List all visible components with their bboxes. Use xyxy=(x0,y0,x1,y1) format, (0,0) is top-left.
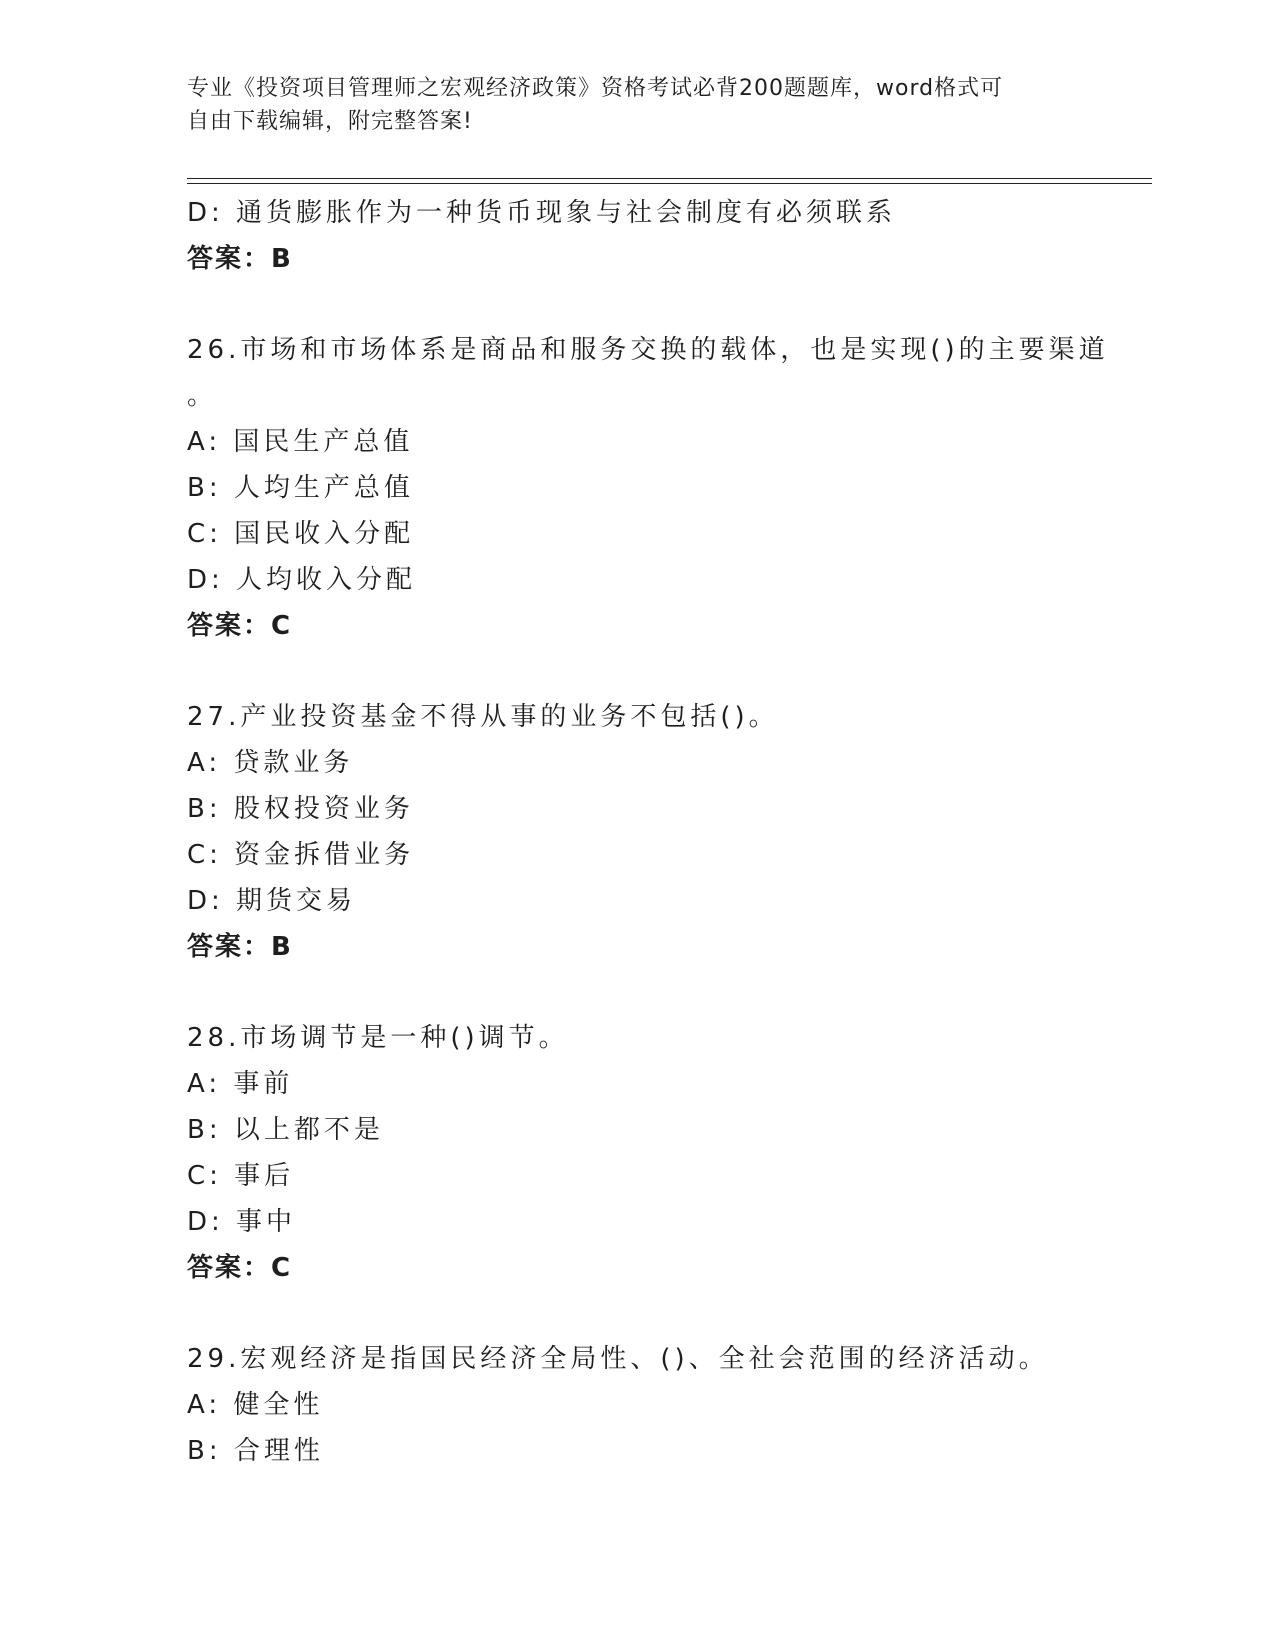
question-28 xyxy=(187,1015,1087,1291)
header-divider-bottom xyxy=(187,183,1152,184)
answer-line: 答案：B xyxy=(187,932,293,962)
option-a: A: 贷款业务 xyxy=(187,748,354,778)
header-divider-top xyxy=(187,178,1152,179)
spacer xyxy=(187,649,1087,694)
question-text: 29.宏观经济是指国民经济全局性、()、全社会范围的经济活动。 xyxy=(187,1344,1049,1374)
option-a: A: 国民生产总值 xyxy=(187,427,414,457)
answer-line: 答案：C xyxy=(187,1253,293,1283)
option-d: D: 事中 xyxy=(187,1207,297,1237)
option-b: B: 股权投资业务 xyxy=(187,794,414,824)
option-d: D: 人均收入分配 xyxy=(187,565,417,595)
option-b: B: 以上都不是 xyxy=(187,1115,384,1145)
option-c: C: 国民收入分配 xyxy=(187,519,415,549)
option-d: D: 期货交易 xyxy=(187,886,357,916)
spacer xyxy=(187,970,1087,1015)
option-b: B: 人均生产总值 xyxy=(187,473,414,503)
question-text-continuation: 。 xyxy=(187,381,218,411)
question-text: 28.市场调节是一种()调节。 xyxy=(187,1023,569,1053)
answer-line: 答案：C xyxy=(187,611,293,641)
question-27 xyxy=(187,694,1087,970)
option-d: D: 通货膨胀作为一种货币现象与社会制度有必须联系 xyxy=(187,198,897,228)
option-c: C: 资金拆借业务 xyxy=(187,840,415,870)
question-29 xyxy=(187,1336,1087,1474)
document-header xyxy=(187,72,1087,138)
option-c: C: 事后 xyxy=(187,1161,295,1191)
question-text: 26.市场和市场体系是商品和服务交换的载体，也是实现()的主要渠道 xyxy=(187,335,1109,365)
spacer xyxy=(187,282,1087,327)
answer-line: 答案：B xyxy=(187,244,293,274)
question-list xyxy=(187,190,1109,1474)
header-title-line-1: 专业《投资项目管理师之宏观经济政策》资格考试必背200题题库，word格式可 xyxy=(187,76,1004,101)
spacer xyxy=(187,1291,1087,1336)
option-b: B: 合理性 xyxy=(187,1436,324,1466)
question-text: 27.产业投资基金不得从事的业务不包括()。 xyxy=(187,702,779,732)
option-a: A: 事前 xyxy=(187,1069,294,1099)
question-26 xyxy=(187,327,1109,649)
option-a: A: 健全性 xyxy=(187,1390,324,1420)
header-title-line-2: 自由下载编辑，附完整答案! xyxy=(187,109,473,134)
